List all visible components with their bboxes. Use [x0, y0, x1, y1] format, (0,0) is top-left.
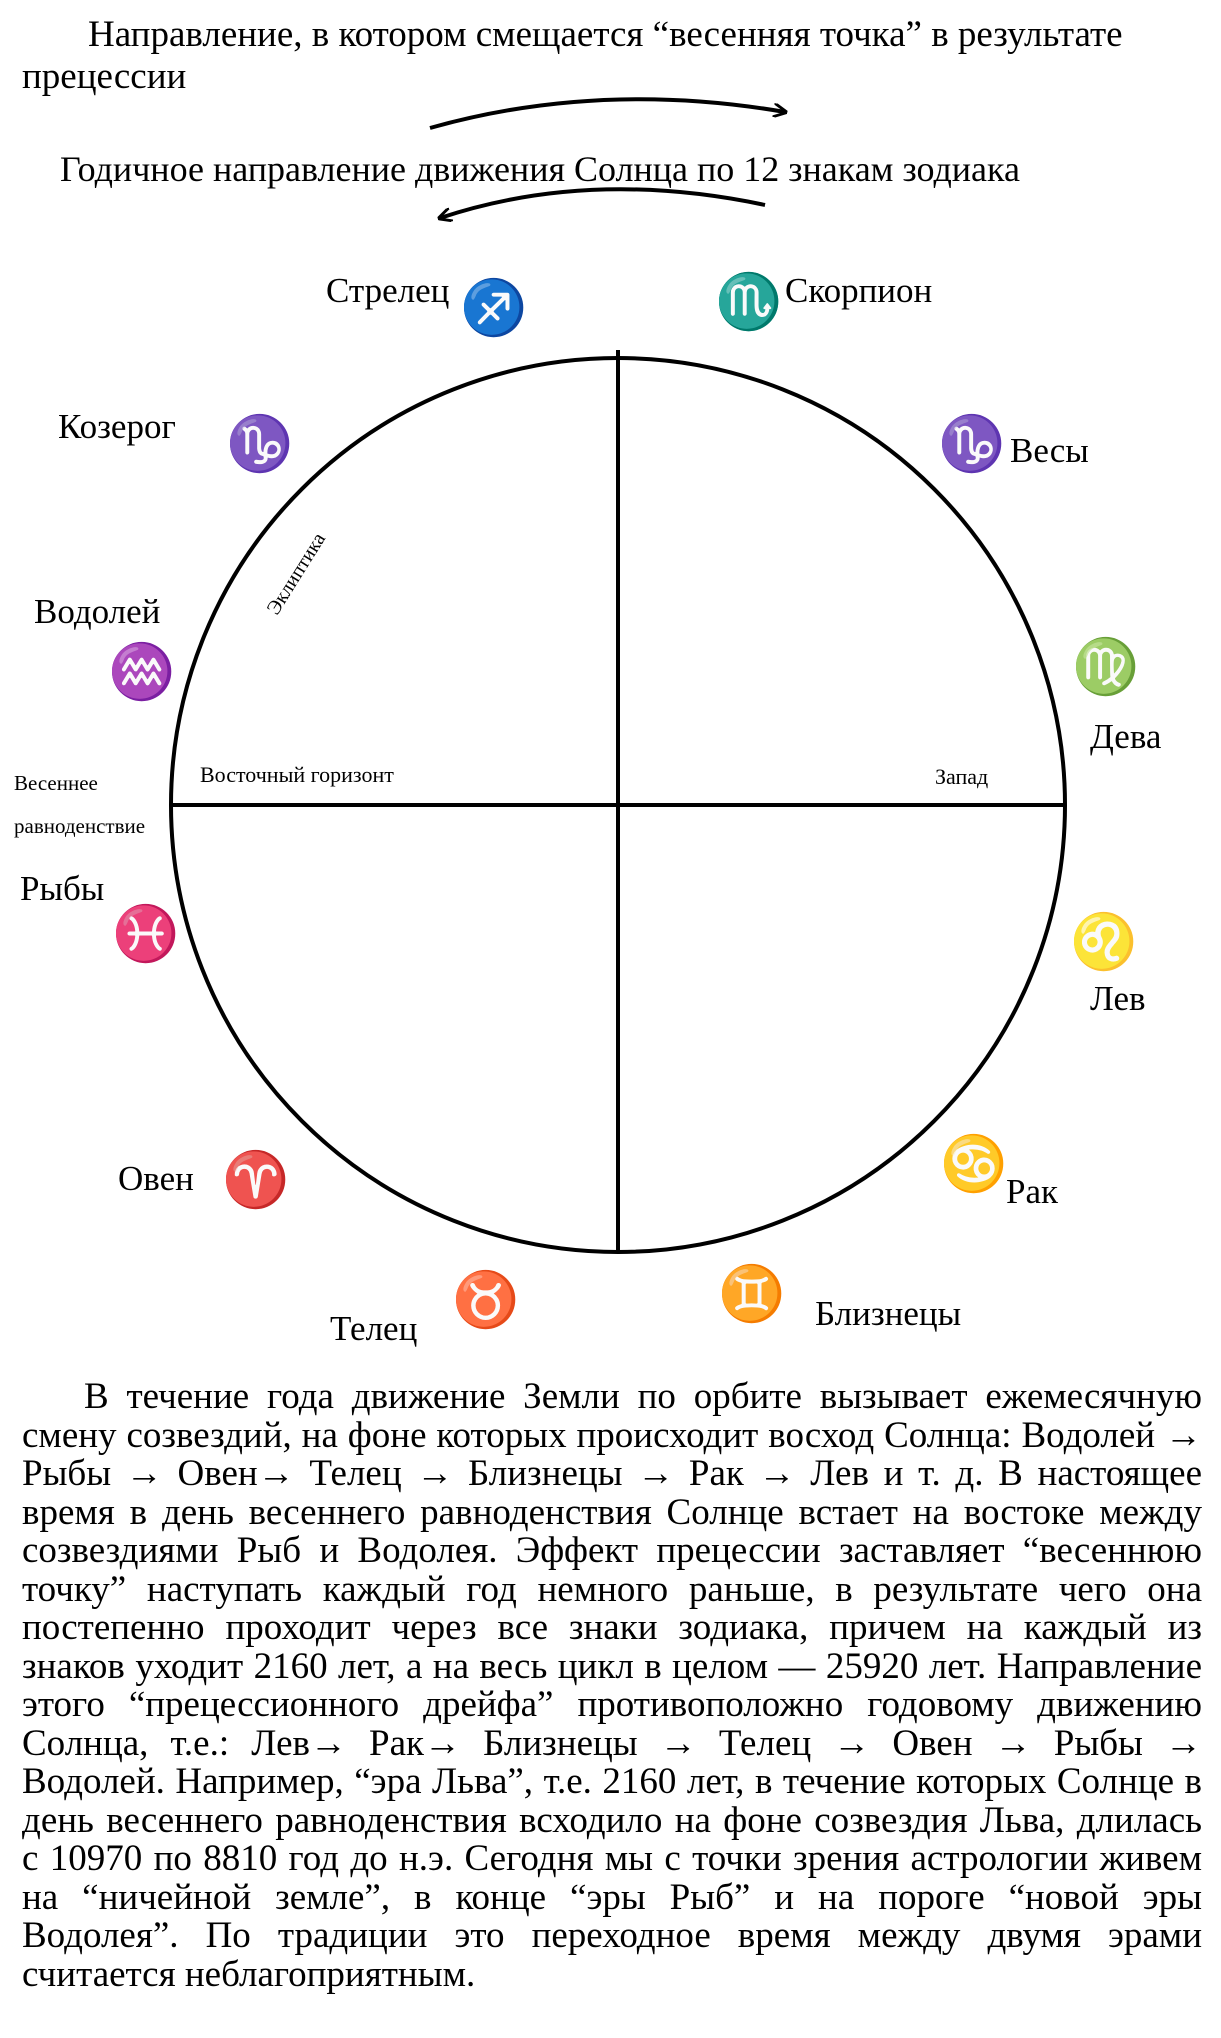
aquarius-label: Водолей — [34, 592, 161, 631]
pisces-icon: ♓ — [112, 904, 180, 964]
scorpio-label: Скорпион — [785, 271, 933, 310]
equinox-label-line2: равноденствие — [14, 814, 146, 838]
ecliptic-label: Эклиптика — [262, 528, 331, 619]
body-text — [22, 1378, 1202, 1994]
cancer-icon: ♋ — [940, 1134, 1008, 1194]
aries-label: Овен — [118, 1159, 194, 1198]
equinox-label-line1: Весеннее — [14, 771, 98, 795]
sagittarius-icon: ♐ — [460, 278, 528, 338]
gemini-icon: ♊ — [718, 1264, 786, 1324]
pisces-label: Рыбы — [20, 869, 105, 908]
leo-label: Лев — [1090, 979, 1146, 1018]
aquarius-icon: ♒ — [108, 642, 176, 702]
taurus-label: Телец — [330, 1309, 418, 1348]
capricorn-icon: ♑ — [226, 414, 294, 474]
capricorn-label: Козерог — [58, 407, 176, 446]
taurus-icon: ♉ — [452, 1270, 520, 1330]
virgo-label: Дева — [1090, 717, 1162, 756]
west-label: Запад — [935, 764, 989, 789]
sun-motion-arrow — [440, 189, 765, 218]
leo-icon: ♌ — [1070, 912, 1138, 972]
aries-icon: ♈ — [222, 1150, 290, 1210]
libra-label: Весы — [1010, 431, 1089, 470]
precession-direction-caption: Направление, в котором смещается “весенняя точка” в результате прецессии — [22, 14, 1123, 97]
body-paragraph: В течение года движение Земли по орбите вызывает ежемесячную смену созвездий, на фоне которых происходит восход Солнца: Водолей → Рыбы → Овен→ Телец → Близнецы → Рак → Лев и т. д. В настоящее время в день весеннего равноденствия Солнце встает на востоке между созвездиями Рыб и Водолея. Эффект прецессии заставляет “весеннюю точку” наступать каждый год немного раньше, в результате чего она постепенно проходит через все знаки зодиака, причем на каждый из знаков уходит 2160 лет, а на весь цикл в целом — 25920 лет. Направление этого “прецессионного дрейфа” противоположно годовому движению Солнца, т.е.: Лев→ Рак→ Близнецы → Телец → Овен → Рыбы → Водолей. Например, “эра Льва”, т.е. 2160 лет, в течение которых Солнце в день весеннего равноденствия всходило на фоне созвездия Льва, длилась с 10970 по 8810 год до н.э. Сегодня мы с точки зрения астрологии живем на “ничейной земле”, в конце “эры Рыб” и на пороге “новой эры Водолея”. По традиции это переходное время между двумя эрами считается неблагоприятным. — [22, 1376, 1202, 1995]
scorpio-icon: ♏ — [715, 272, 783, 332]
sun-direction-caption: Годичное направление движения Солнца по 12 знакам зодиака — [60, 149, 1020, 189]
gemini-label: Близнецы — [815, 1294, 962, 1333]
precession-arrow — [430, 99, 785, 128]
virgo-icon: ♍ — [1072, 637, 1140, 697]
east-horizon-label: Восточный горизонт — [200, 762, 394, 787]
cancer-label: Рак — [1006, 1172, 1059, 1211]
libra-icon: ♑ — [938, 414, 1006, 474]
sagittarius-label: Стрелец — [326, 271, 450, 310]
